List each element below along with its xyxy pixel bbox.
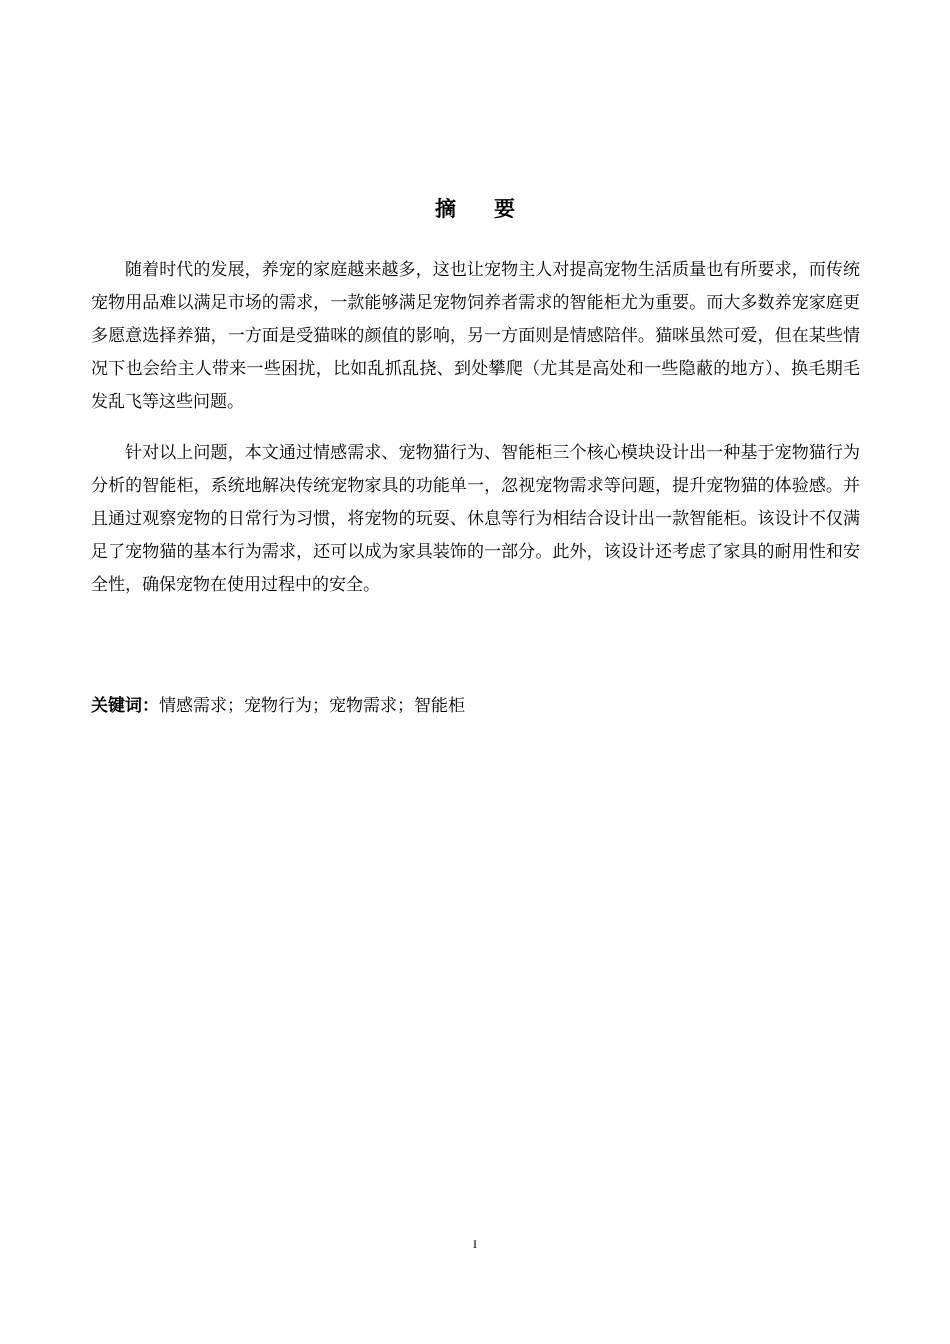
- abstract-paragraph-2: 针对以上问题，本文通过情感需求、宠物猫行为、智能柜三个核心模块设计出一种基于宠物猫行为分析的智能柜，系统地解决传统宠物家具的功能单一，忽视宠物需求等问题，提升宠物猫的体验感。并且通过观察宠物的日常行为习惯，将宠物的玩耍、休息等行为相结合设计出一款智能柜。该设计不仅满足了宠物猫的基本行为需求，还可以成为家具装饰的一部分。此外，该设计还考虑了家具的耐用性和安全性，确保宠物在使用过程中的安全。: [91, 443, 860, 595]
- abstract-paragraph-1: 随着时代的发展，养宠的家庭越来越多，这也让宠物主人对提高宠物生活质量也有所要求，而传统宠物用品难以满足市场的需求，一款能够满足宠物饲养者需求的智能柜尤为重要。而大多数养宠家庭更多愿意选择养猫，一方面是受猫咪的颜值的影响，另一方面则是情感陪伴。猫咪虽然可爱，但在某些情况下也会给主人带来一些困扰，比如乱抓乱挠、到处攀爬（尤其是高处和一些隐蔽的地方）、换毛期毛发乱飞等这些问题。: [91, 260, 860, 412]
- abstract-title: 摘要: [435, 197, 553, 221]
- page-number: I: [473, 1237, 477, 1251]
- keywords-label: 关键词：: [91, 696, 159, 716]
- keywords-line: [91, 690, 860, 722]
- keywords-list: 情感需求；宠物行为；宠物需求；智能柜: [159, 696, 465, 716]
